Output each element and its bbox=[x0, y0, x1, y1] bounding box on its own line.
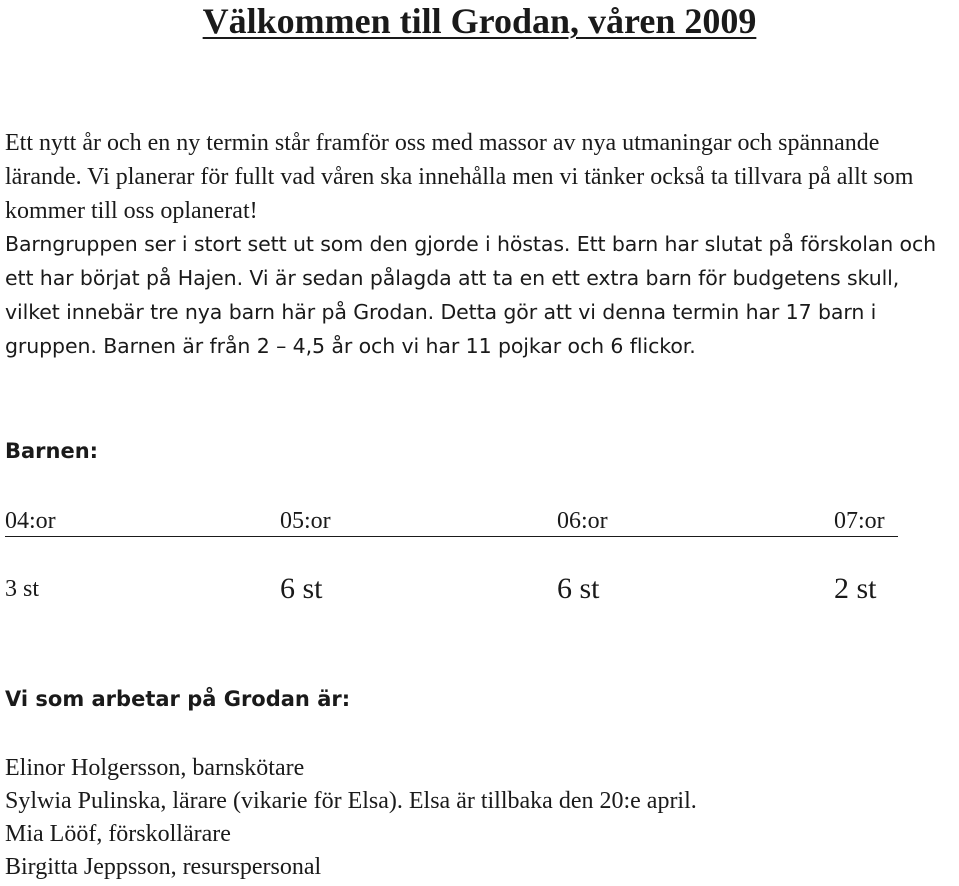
age-group-label: 05:or bbox=[280, 508, 331, 534]
age-group-label: 06:or bbox=[557, 508, 608, 534]
age-group-count: 6 st bbox=[280, 572, 323, 605]
staff-member: Mia Lööf, förskollärare bbox=[5, 821, 231, 847]
age-group-label: 04:or bbox=[5, 508, 56, 534]
age-group-count-row bbox=[5, 572, 898, 606]
age-group-count: 2 st bbox=[834, 572, 877, 605]
age-group-header-row bbox=[5, 506, 898, 537]
intro-paragraph: Ett nytt år och en ny termin står framför oss med massor av nya utmaningar och spännande lärande. Vi planerar för fullt vad våren ska innehålla men vi tänker också ta tillvara på allt som kommer till oss oplanerat! bbox=[5, 130, 914, 224]
children-heading: Barnen: bbox=[5, 439, 99, 463]
staff-member: Birgitta Jeppsson, resurspersonal bbox=[5, 854, 322, 880]
document-title bbox=[0, 0, 959, 42]
age-group-label: 07:or bbox=[834, 508, 885, 534]
group-info-paragraph: Barngruppen ser i stort sett ut som den gjorde i höstas. Ett barn har slutat på förskolan och ett har börjat på Hajen. Vi är sedan pålagda att ta en ett extra barn för budgetens skull, vilket innebär tre nya barn här på Grodan. Detta gör att vi denna termin har 17 barn i gruppen. Barnen är från 2 – 4,5 år och vi har 11 pojkar och 6 flickor. bbox=[5, 232, 937, 358]
staff-member: Sylwia Pulinska, lärare (vikarie för Elsa). Elsa är tillbaka den 20:e april. bbox=[5, 788, 697, 814]
staff-member: Elinor Holgersson, barnskötare bbox=[5, 755, 305, 781]
staff-list bbox=[5, 752, 955, 884]
staff-heading: Vi som arbetar på Grodan är: bbox=[5, 687, 351, 711]
age-group-count: 3 st bbox=[5, 576, 40, 602]
age-group-count: 6 st bbox=[557, 572, 600, 605]
document-title-text: Välkommen till Grodan, våren 2009 bbox=[202, 1, 757, 41]
